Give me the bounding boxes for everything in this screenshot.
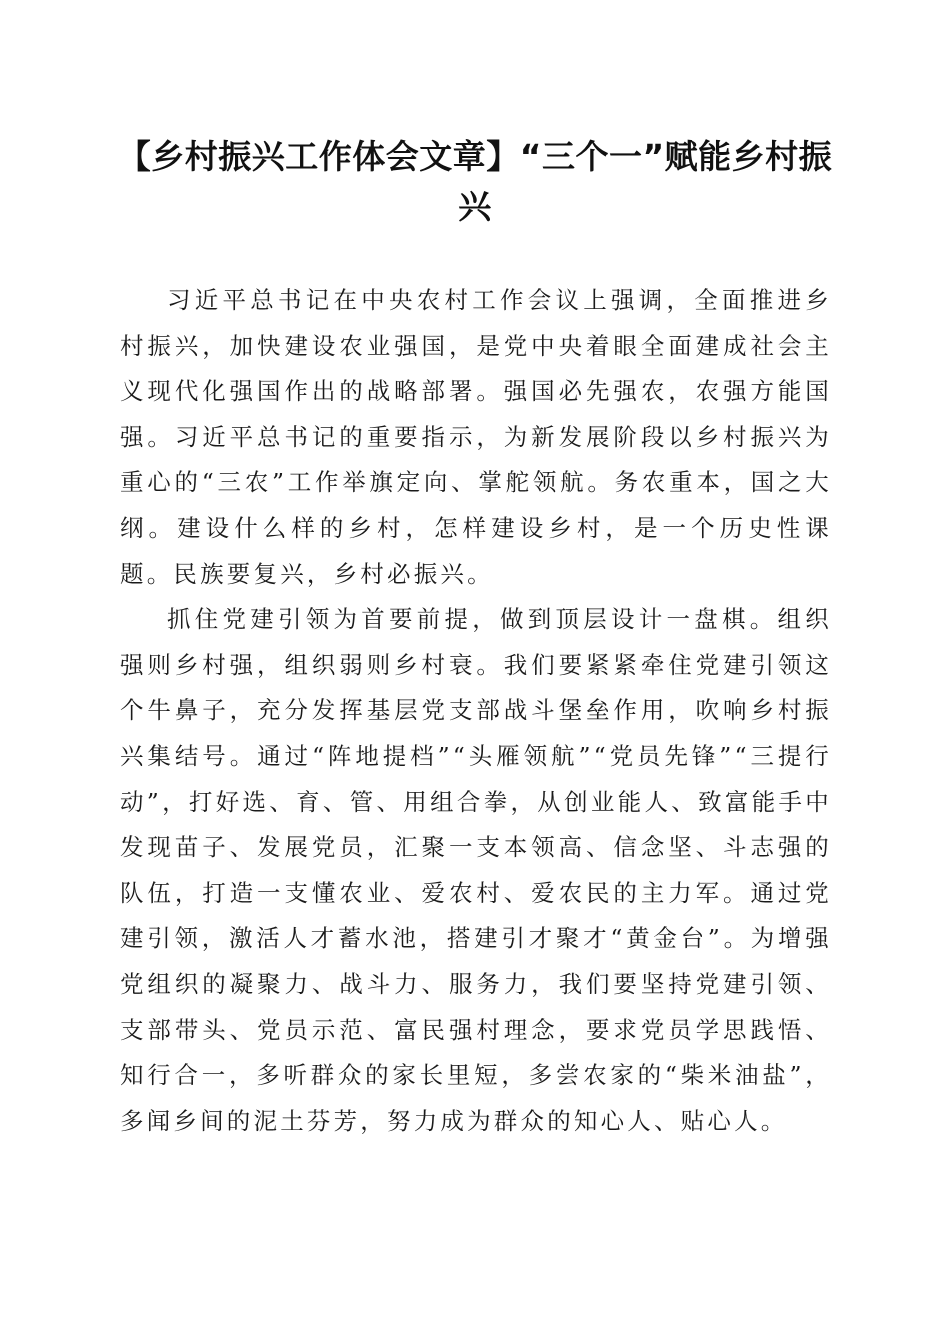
paragraph-2: 抓住党建引领为首要前提，做到顶层设计一盘棋。组织强则乡村强，组织弱则乡村衰。我们要紧紧牵住党建引领这个牛鼻子，充分发挥基层党支部战斗堡垒作用，吹响乡村振兴集结号。通过“阵地提档”“头雁领航”“党员先锋”“三提行动”，打好选、育、管、用组合拳，从创业能人、致富能手中发现苗子、发展党员，汇聚一支本领高、信念坚、斗志强的队伍，打造一支懂农业、爱农村、爱农民的主力军。通过党建引领，激活人才蓄水池，搭建引才聚才“黄金台”。为增强党组织的凝聚力、战斗力、服务力，我们要坚持党建引领、支部带头、党员示范、富民强村理念，要求党员学思践悟、知行合一，多听群众的家长里短，多尝农家的“柴米油盐”，多闻乡间的泥土芬芳，努力成为群众的知心人、贴心人。 [120,605,832,1135]
document-title: 【乡村振兴工作体会文章】“三个一”赋能乡村振兴 [117,137,833,226]
paragraph-1: 习近平总书记在中央农村工作会议上强调，全面推进乡村振兴，加快建设农业强国，是党中央着眼全面建成社会主义现代化强国作出的战略部署。强国必先强农，农强方能国强。习近平总书记的重要指示，为新发展阶段以乡村振兴为重心的“三农”工作举旗定向、掌舵领航。务农重本，国之大纲。建设什么样的乡村，怎样建设乡村，是一个历史性课题。民族要复兴，乡村必振兴。 [120,286,832,588]
document-body [120,278,832,1144]
